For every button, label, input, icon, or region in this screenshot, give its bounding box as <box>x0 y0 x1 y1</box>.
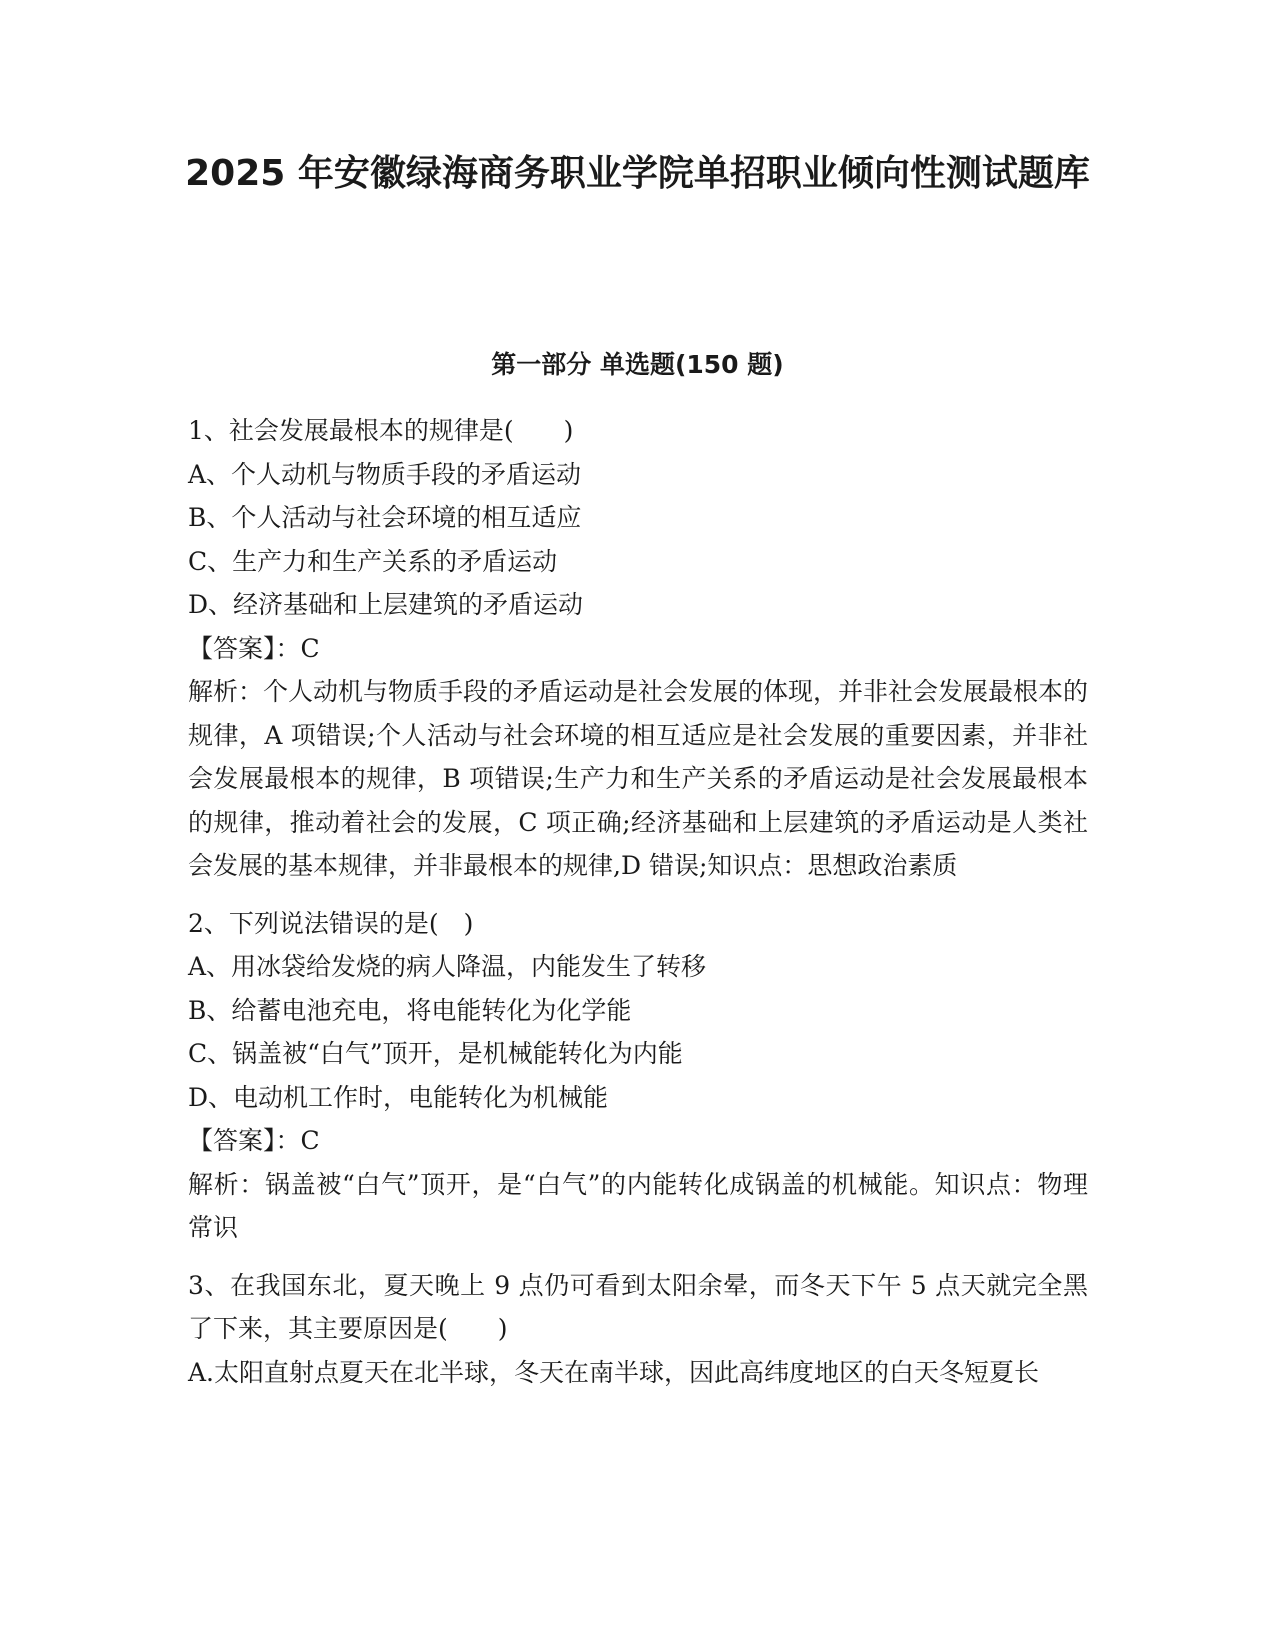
option-b: B、个人活动与社会环境的相互适应 <box>188 503 582 532</box>
option-c: C、锅盖被“白气”顶开，是机械能转化为内能 <box>188 1039 683 1068</box>
answer: 【答案】：C <box>188 1126 320 1155</box>
question-3 <box>188 1264 1088 1395</box>
question-stem: 3、在我国东北，夏天晚上 9 点仍可看到太阳余晕，而冬天下午 5 点天就完全黑了下来，其主要原因是( ) <box>188 1270 1088 1343</box>
question-1 <box>188 409 1088 888</box>
section-heading: 第一部分 单选题(150 题) <box>491 350 784 379</box>
option-c: C、生产力和生产关系的矛盾运动 <box>188 546 558 576</box>
option-d: D、电动机工作时，电能转化为机械能 <box>188 1082 609 1112</box>
option-b: B、给蓄电池充电，将电能转化为化学能 <box>188 995 632 1025</box>
option-d: D、经济基础和上层建筑的矛盾运动 <box>188 590 584 619</box>
question-stem: 2、下列说法错误的是( ) <box>188 908 474 938</box>
answer: 【答案】：C <box>188 633 320 663</box>
option-a: A.太阳直射点夏天在北半球，冬天在南半球，因此高纬度地区的白天冬短夏长 <box>188 1357 1040 1387</box>
option-a: A、个人动机与物质手段的矛盾运动 <box>188 459 582 489</box>
question-2 <box>188 902 1088 1250</box>
document-title: 2025 年安徽绿海商务职业学院单招职业倾向性测试题库 <box>185 153 1090 194</box>
question-list <box>188 409 1088 1394</box>
question-stem: 1、社会发展最根本的规律是( ) <box>188 416 574 445</box>
analysis: 解析：锅盖被“白气”顶开，是“白气”的内能转化成锅盖的机械能。知识点：物理常识 <box>188 1169 1088 1242</box>
option-a: A、用冰袋给发烧的病人降温，内能发生了转移 <box>188 952 707 981</box>
analysis: 解析：个人动机与物质手段的矛盾运动是社会发展的体现，并非社会发展最根本的规律，A 项错误;个人活动与社会环境的相互适应是社会发展的重要因素，并非社会发展最根本的规律，B 项错误;生产力和生产关系的矛盾运动是社会发展最根本的规律，推动着社会的发展，C 项正确;经济基础和上层建筑的矛盾运动是人类社会发展的基本规律，并非最根本的规律,D 错误;知识点：思想政治素质 <box>188 677 1089 880</box>
